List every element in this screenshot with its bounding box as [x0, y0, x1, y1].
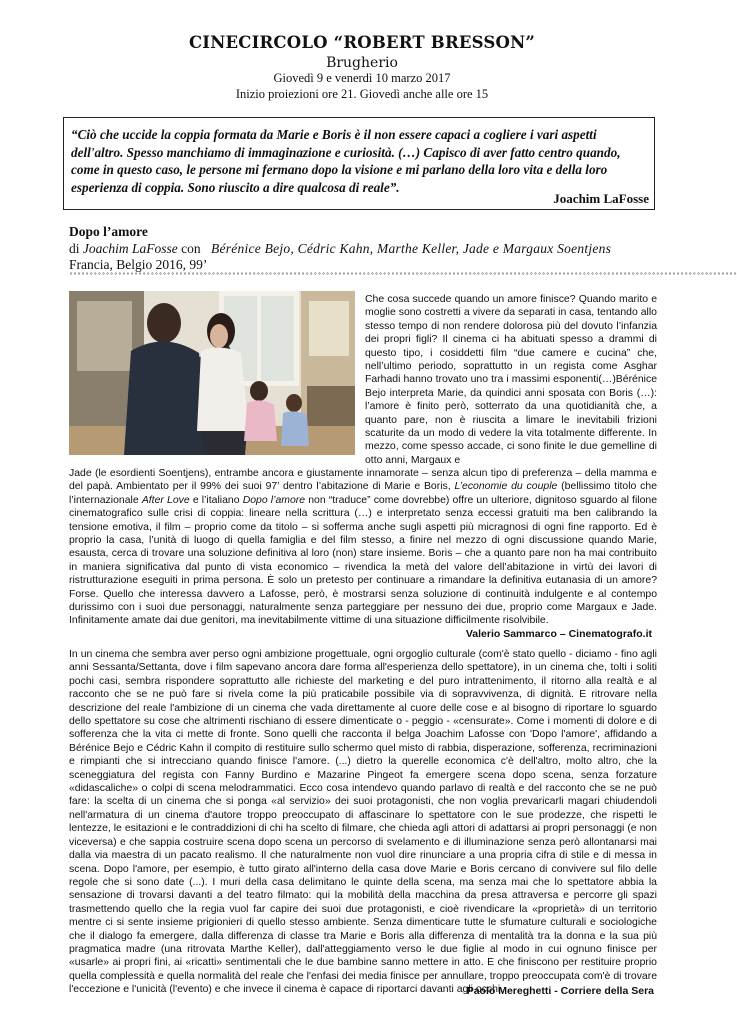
film-still-photo: [69, 291, 355, 455]
title-french: L’economie du couple: [454, 481, 558, 493]
review2-text: In un cinema che sembra aver perso ogni ambizione progettuale, ogni orgoglio culturale (com'è stato quello - diciamo - fino agli anni Sessanta/Settanta, dove i film sapevano ancora dare forma all'esperienza dello spettatore), in un cinema che, tolti i soliti pochi casi, sembra rispondere soprattutto alle richieste del marketing e del puro intrattenimento, il ritorno alla realtà e al racconto che se ne può fare si rivela come la più praticabile possibile via di sopravvivenza, di dignità. E ritrovare nella descrizione del reale l'ambizione di un cinema che vada direttamente al cuore delle cose e al bisogno di riportare lo sguardo dello spettatore su cose che altrimenti rischiano di essere dimenticate o - peggio - «censurate». Come i momenti di dolore e di sofferenza che la vita ci mette di fronte. Sono quelli che racconta il belga Joachim Lafosse con 'Dopo l'amore', affidando a Bérénice Bejo e Cédric Kahn il compito di restituire sullo schermo quel misto di rabbia, disperazione, sofferenza, recriminazioni e rimpianti che si intrecciano quando finisce l'amore. (...) dietro la querelle economica c'è dell'altro, molto altro, che la sceneggiatura del regista con Fanny Burdino e Mazarine Pingeot fa emergere scena dopo scena, senza forzature «didascaliche» o colpi di scena melodrammatici. Ecco cosa intendevo quando parlavo di realtà e del racconto che se ne può fare: la scelta di un cinema che si ponga «al servizio» dei suoi protagonisti, che non voglia prevaricarli magari chiudendoli nell'armatura di un cinema d'autore troppo preoccupato di affascinare lo spettatore con le sue prodezze, che rispetti le lentezze, le esitazioni e le contraddizioni di chi ha scelto di filmare, che chieda agli attori di adattarsi ai propri personaggi (e non viceversa) e che sappia costruire scena dopo scena un percorso di svelamento e di illuminazione senza però allontanarsi mai dalla via maestra di un pacato realismo. Il che naturalmente non vuol dire rinunciare a una propria cifra di stile e di messa in scena. Dopo l'amore, per esempio, è tutto girato all'interno della casa dove Marie e Boris cercano di convivere sul filo delle regole che si sono date (...). I muri della casa delimitano le quinte della scena, ma senza mai che lo spettatore abbia la sensazione di trovarsi davanti a del teatro filmato: qui la mobilità della macchina da presa attraversa e percorre gli spazi trasmettendo quello che la regia vuol far capire dei suoi due protagonisti, e cioè rivendicare la «proprietà» di un territorio mentre ci si sente insieme prigionieri di quello stesso ambiente. Senza dimenticare tutte le sfumature culturali e sociologiche che il dialogo fa emergere, dalla differenza di classe tra Marie e Boris alla differenza di mentalità tra la donna e la sua più pragmatica madre (una ritrovata Marthe Keller), dall'atteggiamento verso le due figlie al modo in cui ognuno finisce per «usarle» ai propri fini, ai «ricatti» sentimentali che le due bambine sanno mettere in atto. E che finiscono per restituire proprio quella complessità e quella normalità del reale che l'enfasi dei media finisce per annullare, troppo preoccupata com'è di trovare l'eccezione e l'unicità (l'evento) e che invece il cinema è capace di riportarci davanti agli occhi.: [69, 649, 657, 996]
film-title: Dopo l’amore: [69, 224, 148, 239]
film-director-line: [69, 241, 201, 257]
film-country-year: Francia, Belgio 2016, 99’: [69, 257, 208, 272]
review1-part-2: (bellissimo titolo che l’internazionale: [69, 481, 658, 506]
film-cast: Bérénice Bejo, Cédric Kahn, Marthe Keller, Jade e Margaux Soentjens: [211, 241, 612, 256]
review1-credit: Valerio Sammarco – Cinematografo.it: [465, 628, 652, 640]
review1-part-3: e l’italiano: [192, 494, 240, 506]
director-quote: “Ciò che uccide la coppia formata da Marie e Boris è il non essere capaci a cogliere i vari aspetti dell'altro. Spesso manchiamo di immaginazione e curiosità. (…) Capisco di aver fatto centro quando, come in questo caso, le persone mi fermano dopo la visione e mi parlano della loro vita e della loro esperienza di coppia. Sono riuscito a dire qualcosa di reale”.: [71, 127, 621, 195]
director-name: Joachim LaFosse: [82, 241, 178, 256]
quote-author: Joachim LaFosse: [553, 191, 649, 206]
title-italian: Dopo l’amore: [242, 494, 306, 506]
title-english: After Love: [141, 494, 190, 506]
review1-column-text: Che cosa succede quando un amore finisce? Quando marito e moglie sono costretti a vivere da separati in casa, tentando allo stesso tempo di non rendere dolorosa più del dovuto l’infanzia dei propri figli? Il cinema ci ha abituati spesso a drammi di questo tipo, i cosiddetti film “due camere e cucina” che, nell’ultimo periodo, soprattutto in un regista come Asghar Farhadi hanno trovato uno tra i massimi esponenti(…)Bérénice Bejo interpreta Marie, da quindici anni sposata con Boris (…): l’amore è finito però, sotterrato da una quotidianità che, a quanto pare, non è riuscita a limare le inevitabili frizioni scaturite da un modo di vedere la vita totalmente differente. In mezzo, come spesso accade, ci sono finite le due gemelline di otto anni, Margaux e: [365, 294, 657, 466]
city-name: Brugherio: [326, 55, 398, 71]
review1-part-1: Jade (le esordienti Soentjens), entrambe ancora e giustamente innamorate – senza alcun tipo di preferenza – della mamma e del papà. Ambientato per il 99% dei suoi 97’ dentro l’abitazione di Marie e Boris,: [69, 468, 657, 493]
degree-divider: °°°°°°°°°°°°°°°°°°°°°°°°°°°°°°°°°°°°°°°°°°°°°°°°°°°°°°°°°°°°°°°°°°°°°°°°°°°°°°°°°°°°°°°°°°°°°°°°°°°°°°°°°°°°°°°°°°°°°°°°°°°°°°°°°°°°°°°°°°°°°°°°°°°°°°°°°°°°°°°°°°°°: [69, 272, 737, 279]
screening-times: Inizio proiezioni ore 21. Giovedì anche alle ore 15: [235, 87, 489, 101]
with-label: con: [181, 241, 201, 256]
review1-part-4: non “traduce” come dovrebbe) offre un ulteriore, dignitoso sguardo al filone cinematografico sulle crisi di coppia: lineare nella scrittura (…) e interpretato senza eccessi gratuiti ma ben calibrando la tensione emotiva, il film – proprio come da titolo – si sofferma anche sugli aspetti più micragnosi di ogni fine rapporto. Ed è proprio la casa, l’unità di luogo di quella famiglia e del film stesso, a finire nel mezzo di ogni discussione quando Marie, esausta, cerca di trovare una soluzione definitiva al loro (non) stare insieme. Boris – che a quanto pare non ha mai contribuito in maniera significativa dal punto di vista economico – rivendica la metà del valore dell’abitazione in virtù dei lavori di ristrutturazione eseguiti in prima persona. È solo un pretesto per continuare a rimandare la definitiva eutanasia di un amore? Forse. Quello che interessa davvero a Lafosse, però, è mostrarsi senza soluzione di continuità indulgente e al contempo durissimo con i suoi due personaggi, naturalmente senza parteggiare per nessuno dei due, proprio come Margaux e Jade. Infinitamente amate dai due genitori, ma inevitabilmente vittime di una situazione difficilmente risolvibile.: [69, 494, 658, 627]
director-quote-box: [63, 117, 655, 210]
cineclub-title: CINECIRCOLO “ROBERT BRESSON”: [188, 33, 536, 52]
review1-continued-text: [69, 467, 657, 628]
screening-dates: Giovedì 9 e venerdì 10 marzo 2017: [273, 71, 451, 85]
by-label: di: [69, 241, 80, 256]
review2-credit: Paolo Mereghetti - Corriere della Sera: [466, 985, 654, 997]
